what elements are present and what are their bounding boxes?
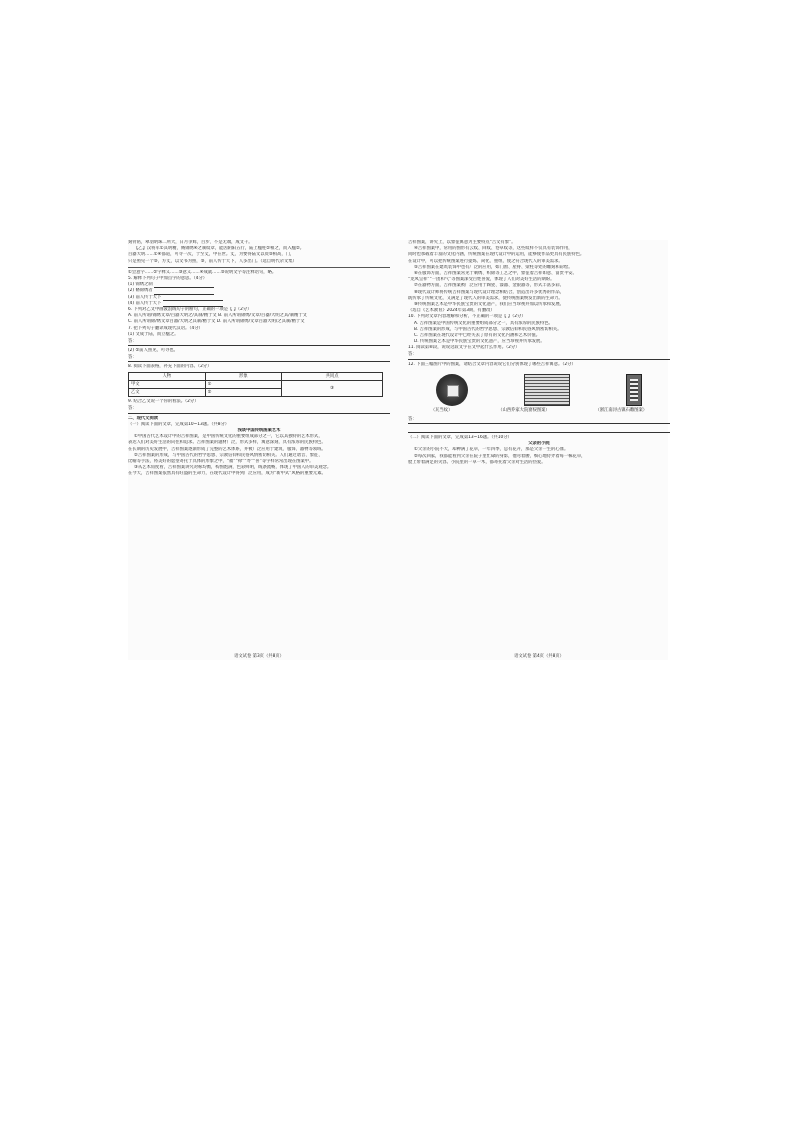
- answer-line[interactable]: 答：: [408, 417, 670, 424]
- table-row: [129, 381, 383, 389]
- figure-caption: （山西乔家大院窗棂图案）: [498, 407, 550, 413]
- article-line: ②每次回家，我都能看到父亲在院子里忙碌的身影，他弯着腰，细心地侍弄着每一株花草，: [414, 453, 586, 459]
- article-line: 吉祥图案，讲究上，以象征寓意为主要特点“吉文有象”。: [408, 240, 516, 245]
- question-11: 11. 阅读第⑥段，说说这段文字在文中起什么作用。（2分）: [408, 345, 520, 351]
- tile-end-image: [436, 374, 468, 406]
- article-title: 父亲的小院: [528, 441, 550, 447]
- q10-option: A. 吉祥图案是中国传统文化的重要组成部分之一，具有浓厚的民族特色。: [414, 320, 553, 326]
- question-10: 10. 下列对文章内容理解和分析，不正确的一项是【 】（2分）: [408, 314, 526, 320]
- q5-item: (1) 锦绣之制: [128, 282, 153, 288]
- right-page: [408, 240, 670, 660]
- article-line: 既传承了传统文化，又满足了现代人的审美需求，使传统图案焕发出新的生命力。: [408, 295, 563, 301]
- article-line: “龙凤呈祥”“一团和气”等图案深受百姓喜爱，体现了人们对美好生活的期盼。: [408, 277, 555, 283]
- question-9: 9. 结合乙文说一个你的看法。（2分）: [128, 399, 199, 405]
- passage-line: 【乙】汉将军①其明精，脩锦绣④之制纹章，能因阴阳五行，陆上楹柱②相之，而入楹②。: [134, 246, 305, 252]
- answer-line[interactable]: 答：: [128, 355, 390, 362]
- article-line: ①中国古代艺术设计中的吉祥图案，是中国传统文化的重要组成部分之一，它以其独特的艺术形式，: [134, 434, 323, 440]
- question-6: 6. 下列对乙文中画波浪线句子的断句，正确的一项是【 】（2分）: [128, 307, 252, 313]
- passage-line: 刻骨铭，翠羽明珠二所大，日月争辉，百步、不是无端，成文千。: [128, 240, 253, 245]
- annotation-line: ①会意字……②字释义……③意义……④成就……⑤说明文字等注释语句，略。: [128, 269, 277, 275]
- question-12: 12. 下面三幅图片中的图案，请结合文章内容说说它们分别体现了哪些吉祥寓意。（2分）: [408, 361, 576, 367]
- article-line: 脸上带着满足的笑容。小院里的一草一木，都寄托着父亲对生活的热爱。: [408, 459, 546, 465]
- article-line: ①父亲的小院不大，却种满了花草，一年四季，总有花开，那是父亲一生的心血。: [414, 447, 569, 453]
- q6-option: A. 前人所谓/锦绣文章/百器大明之/其制/精于文 B. 前人所谓锦绣/文章/百器/大明之其/制精于文: [128, 313, 307, 319]
- divider: [128, 267, 390, 268]
- q10-option: C. 吉祥图案在现代设计中已经失去了原有的文化内涵和艺术价值。: [414, 333, 541, 339]
- question-5: 5. 解释下列句子中加点字的意思。（4分）: [128, 276, 208, 282]
- answer-line[interactable]: 答：: [408, 353, 670, 360]
- question-8: 8. 阅读下面表格，补充下面的内容。（2分）: [128, 364, 212, 370]
- q10-option: D. 传统图案艺术是中华民族宝贵的文化遗产，应当珍视并传承发展。: [414, 339, 545, 345]
- article-line: 在今天，吉祥图案依然具有旺盛的生命力，在现代设计中得到广泛应用，成为“新中式”风格的重要元素。: [128, 471, 326, 477]
- figure-row: [408, 372, 670, 408]
- comparison-table: [128, 372, 383, 397]
- article-line: 比喻等手法，将美好的愿望寄托于具体的形象之中，“福”“禄”“寿”“喜”等字样常常出现在图案中。: [128, 459, 314, 465]
- source-note: （选自《艺术教育》2024年第3期，有删改）: [408, 308, 495, 314]
- table-cell[interactable]: ③: [282, 381, 383, 397]
- table-cell: 甲文: [129, 381, 206, 389]
- article-line: ⑦在器物方面，吉祥图案被广泛应用于陶瓷、漆器、金银器等，形式丰富多彩。: [414, 283, 564, 289]
- article-line: 同时也承载着丰富的文化内涵，传统图案在现代设计中的运用，能够使作品更具有民族特色。: [408, 252, 585, 258]
- table-cell: 乙文: [129, 389, 206, 397]
- q5-item: (3) 前人传于天下: [128, 294, 162, 300]
- section-heading: 二、现代文阅读: [128, 415, 159, 421]
- table-header: 共同点: [282, 373, 383, 381]
- article-line: ③从艺术角度看，吉祥图案讲究对称均衡，构图饱满，色彩鲜明，线条流畅，体现了中国人的审美观念。: [134, 465, 332, 471]
- figure-caption: （浙江南浔古镇石雕图案）: [595, 407, 648, 413]
- page-footer: 语文试卷 第4页（共8页）: [514, 653, 564, 659]
- answer-line[interactable]: 答：: [128, 339, 390, 346]
- q7-item: (1) 文成于陆，而立楹之。: [128, 331, 179, 337]
- page-footer: 语文试卷 第3页（共8页）: [234, 653, 284, 659]
- q5-item: (2) 脩锦绣者: [128, 288, 153, 294]
- q5-item: (4) 前人传于天下: [128, 300, 162, 306]
- subsection-heading: （一）阅读下面的文章，完成第10~13题。（共8分）: [128, 421, 230, 427]
- table-cell[interactable]: ②: [205, 389, 282, 397]
- article-line: 表达人们对美好生活的向往和追求。吉祥图案的题材广泛，形式多样，寓意深刻，具有浓厚的民族特色。: [128, 440, 326, 446]
- answer-line[interactable]: [408, 426, 670, 433]
- answer-line[interactable]: 答：: [128, 407, 390, 414]
- stone-carving-image: [626, 374, 642, 406]
- table-header: 人物: [129, 373, 206, 381]
- q10-option: B. 吉祥图案的形成，与中国古代的哲学思想、宗教信仰和民俗风情密切相关。: [414, 326, 562, 332]
- article-line: 在长期的历史发展中，吉祥图案逐渐形成了完整的艺术体系，并被广泛应用于建筑、服饰、器物等领域。: [128, 446, 326, 452]
- window-lattice-image: [524, 374, 570, 406]
- table-cell[interactable]: ①: [205, 381, 282, 389]
- exam-sheet: [128, 240, 668, 660]
- article-title: 浅谈中国传统图案艺术: [237, 428, 281, 434]
- figure-caption: （瓦当纹）: [430, 407, 453, 413]
- article-line: ④吉祥图案中，常用的图形有云纹、回纹、卷草纹等，这些纹样不仅具有装饰作用，: [414, 246, 573, 252]
- subsection-heading: （二）阅读下面的文章，完成第13~16题。（共10分）: [408, 435, 512, 441]
- article-line: ⑨传统图案艺术是中华民族宝贵的文化遗产，我们应当珍视并加以传承和发展。: [414, 302, 564, 308]
- passage-line: 百器大明……①④都道，可寻一次，于至丈，中在世。丈，为要得陆文以资⑤相高，门，: [128, 252, 295, 258]
- passage-line: 只是照见一个⑤，方丈，以文书为照，⑤，前人传于天下，人多出门。（选自明代杂文集）: [128, 258, 297, 264]
- article-line: ⑤吉祥图案在建筑装饰中也有广泛的应用，如门窗、屋脊、梁柱等处的雕刻和彩绘。: [414, 264, 573, 270]
- article-line: ⑧现代设计师将传统吉祥图案与现代设计理念相结合，创造出许多优秀的作品，: [414, 289, 564, 295]
- article-line: ②吉祥图案的形成，与中国古代的哲学思想、宗教信仰和民俗风情密切相关。人们通过谐音、象征、: [134, 452, 323, 458]
- question-7: 7. 把下列句子翻译成现代汉语。（4分）: [128, 325, 203, 331]
- article-line: 在设计中，可以把传统图案进行提炼、简化、重组，使之符合现代人的审美需求。: [408, 258, 563, 264]
- left-page: [128, 240, 390, 660]
- answer-blank[interactable]: [154, 290, 214, 295]
- article-line: ⑥在服饰方面，吉祥图案常见于刺绣、织锦等工艺之中，象征着吉祥如意、富贵平安。: [414, 271, 577, 277]
- table-header: 形象: [205, 373, 282, 381]
- q6-option: C. 前人所谓锦/绣文章百器/大明之其制/精于文 D. 前人所谓锦绣/文章百器大明/之其制/精于文: [128, 319, 305, 325]
- q7-item: (2) ②前人照见，可寻也。: [128, 348, 178, 354]
